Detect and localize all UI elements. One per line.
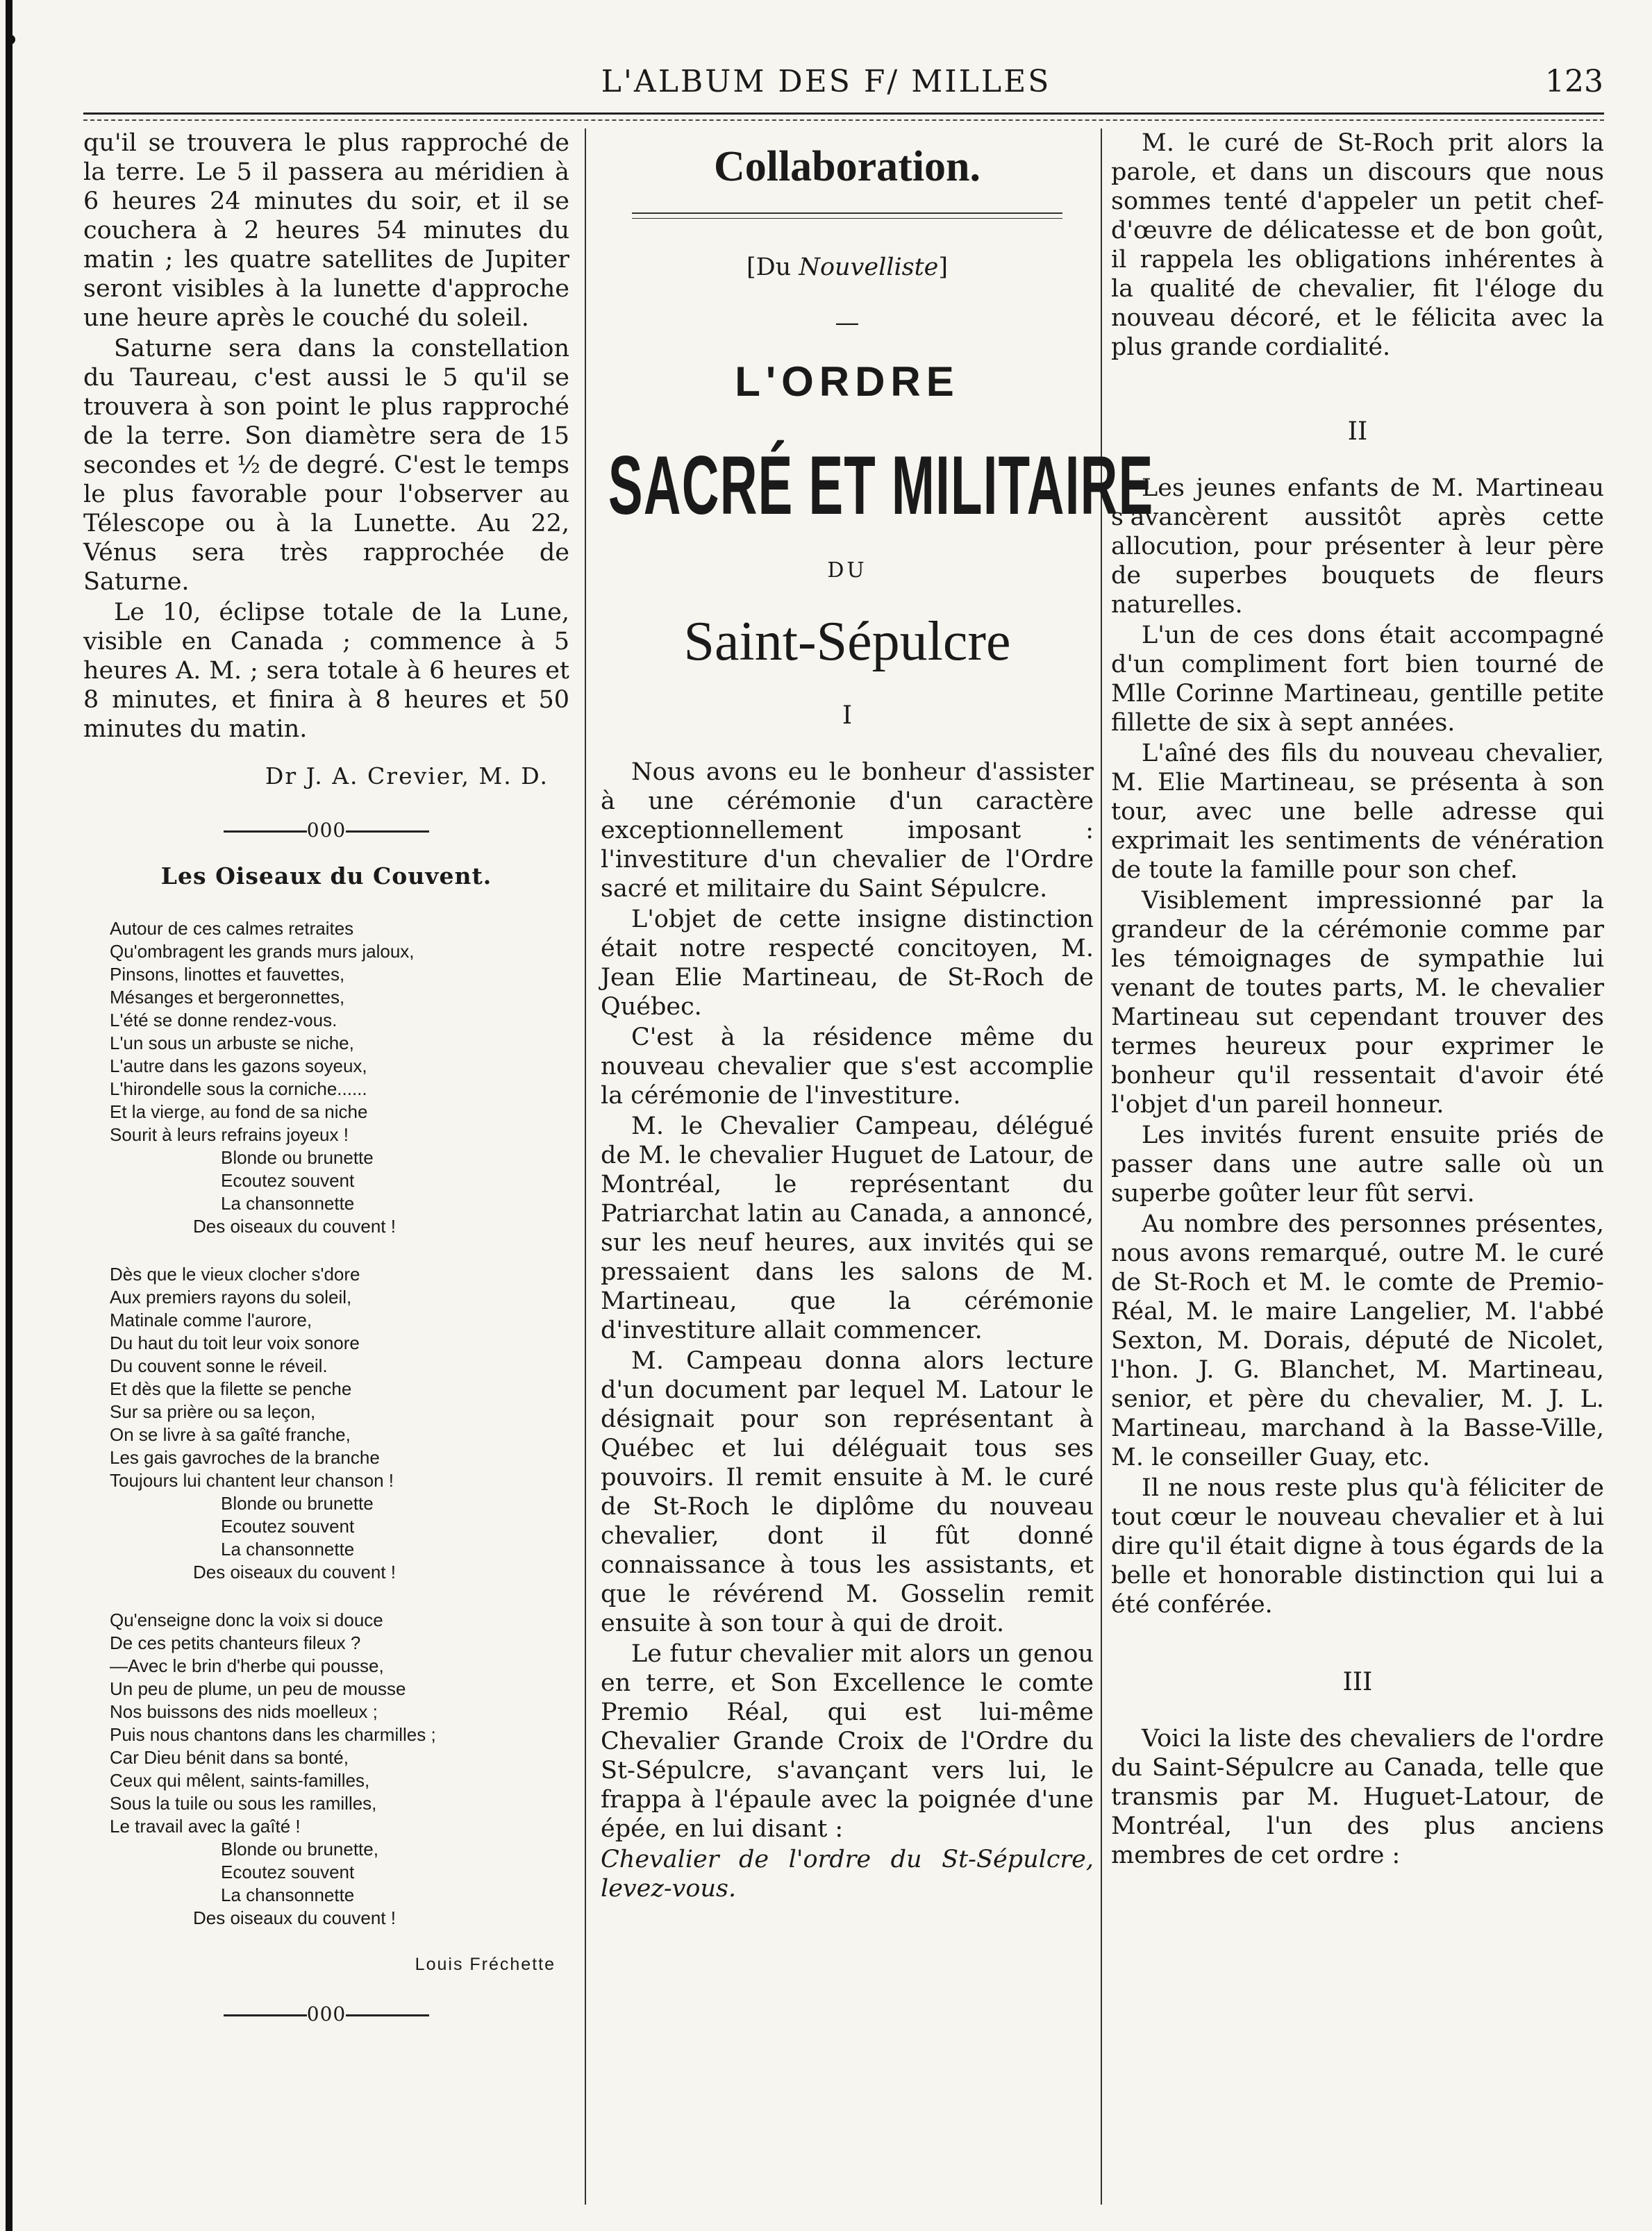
verse: Le travail avec la gaîté ! — [110, 1816, 301, 1837]
verse: Et la vierge, au fond de sa niche — [110, 1101, 368, 1122]
refrain-verse: Blonde ou brunette — [221, 1493, 374, 1514]
paragraph: Nous avons eu le bonheur d'assister à une cérémonie d'un caractère exceptionnellement imposant : l'investiture d'un chevalier de l'Ordre sacré et militaire du Saint Sépulcre. — [601, 758, 1094, 903]
section-divider: 000 — [83, 2003, 569, 2025]
verse: Car Dieu bénit dans sa bonté, — [110, 1747, 349, 1768]
verse: Du haut du toit leur voix sonore — [110, 1332, 360, 1353]
verse: Autour de ces calmes retraites — [110, 918, 354, 939]
verse: Sur sa prière ou sa leçon, — [110, 1401, 316, 1422]
paragraph: M. le curé de St-Roch prit alors la parole, et dans un discours que nous sommes tenté d'appeler un petit chef-d'œuvre de délicatesse et de bon goût, il rappela les obligations inhérentes à la qualité de chevalier, fit l'éloge du nouveau décoré, et le félicita avec la plus grande cordialité. — [1111, 129, 1604, 361]
poem-author: Louis Fréchette — [415, 1955, 556, 1974]
column-middle — [601, 128, 1154, 2205]
section-number: III — [1342, 1668, 1373, 1696]
refrain-verse: Ecoutez souvent — [221, 1516, 355, 1537]
column-left — [83, 128, 569, 2205]
article-title-line3: DU — [827, 558, 867, 583]
section-number: I — [842, 701, 853, 730]
article-title-line1: L'ORDRE — [735, 358, 960, 405]
column-divider — [585, 128, 586, 2205]
refrain-verse: La chansonnette — [221, 1539, 355, 1560]
paragraph: M. Campeau donna alors lecture d'un document par lequel M. Latour le désignait pour son représentant à Québec et lui déléguait tous ses pouvoirs. Il remit ensuite à M. le curé de St-Roch le diplôme du nouveau chevalier, dont il fût donné connaissance à tous les assistants, et que le révérend M. Gosselin remit ensuite à son tour à qui de droit. — [601, 1347, 1094, 1637]
verse: On se livre à sa gaîté franche, — [110, 1424, 351, 1445]
paragraph: L'un de ces dons était accompagné d'un compliment fort bien tourné de Mlle Corinne Martineau, gentille petite fillette de six à sept années. — [1111, 621, 1604, 737]
paragraph: Les jeunes enfants de M. Martineau s'avancèrent aussitôt après cette allocution, pour présenter à leur père de superbes bouquets de fleurs naturelles. — [1111, 474, 1604, 619]
author-signature: Dr J. A. Crevier, M. D. — [265, 762, 549, 789]
column-right — [1111, 128, 1604, 2205]
verse: —Avec le brin d'herbe qui pousse, — [110, 1655, 384, 1676]
paragraph: Il ne nous reste plus qu'à féliciter de tout cœur le nouveau chevalier et à lui dire qu'il était digne à tous égards de la belle et honorable distinction qui lui a été conférée. — [1111, 1474, 1604, 1619]
verse: Ceux qui mêlent, saints-familles, — [110, 1770, 370, 1791]
closing-phrase: Chevalier de l'ordre du St-Sépulcre, levez-vous. — [601, 1846, 1094, 1903]
verse: Aux premiers rayons du soleil, — [110, 1287, 352, 1307]
poem-stanza — [110, 917, 569, 1238]
verse: L'un sous un arbuste se niche, — [110, 1033, 354, 1053]
verse: De ces petits chanteurs fileux ? — [110, 1632, 361, 1653]
running-title: L'ALBUM DES F/ MILLES — [601, 64, 1051, 99]
paragraph: Les invités furent ensuite priés de passer dans une autre salle où un superbe goûter leur fût servi. — [1111, 1121, 1604, 1208]
page-edge-mark — [6, 35, 15, 44]
verse: Et dès que la filette se penche — [110, 1378, 352, 1399]
verse: L'autre dans les gazons soyeux, — [110, 1055, 367, 1076]
verse: Un peu de plume, un peu de mousse — [110, 1678, 406, 1699]
verse: Qu'ombragent les grands murs jaloux, — [110, 941, 415, 962]
section-divider: 000 — [83, 819, 569, 842]
refrain-verse: Blonde ou brunette, — [221, 1839, 378, 1860]
paragraph: Le futur chevalier mit alors un genou en terre, et Son Excellence le comte Premio Réal, qui est lui-même Chevalier Grande Croix de l'Ordre du St-Sépulcre, s'avançant vers lui, le frappa à l'épaule avec la poignée d'une épée, en lui disant : — [601, 1640, 1094, 1843]
paragraph: Saturne sera dans la constellation du Taureau, c'est aussi le 5 qu'il se trouvera à son point le plus rapproché de la terre. Son diamètre sera de 15 secondes et ½ de degré. C'est le temps le plus favorable pour l'observer au Télescope ou à la Lunette. Au 22, Vénus sera très rapprochée de Saturne. — [83, 335, 569, 596]
verse: L'été se donne rendez-vous. — [110, 1010, 337, 1030]
verse: Matinale comme l'aurore, — [110, 1310, 312, 1330]
refrain-verse: La chansonnette — [221, 1193, 355, 1214]
source-credit: [Du Nouvelliste] — [746, 253, 949, 281]
verse: Mésanges et bergeronnettes, — [110, 987, 345, 1008]
verse: Qu'enseigne donc la voix si douce — [110, 1610, 383, 1630]
refrain-verse: Des oiseaux du couvent ! — [193, 1907, 396, 1928]
article-title-line2: SACRÉ ET MILITAIRE — [608, 439, 1154, 532]
refrain-verse: Ecoutez souvent — [221, 1170, 355, 1191]
poem-stanza — [110, 1263, 569, 1584]
paragraph: Le 10, éclipse totale de la Lune, visible en Canada ; commence à 5 heures A. M. ; sera totale à 6 heures et 8 minutes, et finira à 8 heures et 50 minutes du matin. — [83, 599, 569, 743]
header-rule — [83, 112, 1604, 115]
paragraph: L'objet de cette insigne distinction était notre respecté concitoyen, M. Jean Elie Martineau, de St-Roch de Québec. — [601, 905, 1094, 1021]
verse: Puis nous chantons dans les charmilles ; — [110, 1724, 436, 1745]
paragraph: M. le Chevalier Campeau, délégué de M. le chevalier Huguet de Latour, de Montréal, le représentant du Patriarchat latin au Canada, a annoncé, sur les neuf heures, aux invités qui se pressaient dans les salons de M. Martineau, que la cérémonie d'investiture allait commencer. — [601, 1112, 1094, 1344]
section-number: II — [1347, 417, 1368, 446]
verse: Nos buissons des nids moelleux ; — [110, 1701, 378, 1722]
paragraph: C'est à la résidence même du nouveau chevalier que s'est accomplie la cérémonie de l'investiture. — [601, 1023, 1094, 1110]
refrain-verse: Des oiseaux du couvent ! — [193, 1216, 396, 1237]
refrain-verse: La chansonnette — [221, 1885, 355, 1905]
verse: Dès que le vieux clocher s'dore — [110, 1264, 360, 1285]
paragraph: Voici la liste des chevaliers de l'ordre du Saint-Sépulcre au Canada, telle que transmis par M. Huguet-Latour, de Montréal, l'un des plus anciens membres de cet ordre : — [1111, 1725, 1604, 1869]
paragraph: qu'il se trouvera le plus rapproché de la terre. Le 5 il passera au méridien à 6 heures 24 minutes du soir, et il se couchera à 2 heures 54 minutes du matin ; les quatre satellites de Jupiter seront visibles à la lunette d'approche une heure après le couché du soleil. — [83, 129, 569, 332]
verse: Sous la tuile ou sous les ramilles, — [110, 1793, 377, 1814]
poem-title: Les Oiseaux du Couvent. — [160, 862, 492, 889]
section-heading: Collaboration. — [713, 143, 981, 190]
dash-separator: — — [835, 309, 860, 337]
verse: L'hirondelle sous la corniche...... — [110, 1078, 367, 1099]
page-number: 123 — [1545, 64, 1603, 99]
paragraph: Au nombre des personnes présentes, nous avons remarqué, outre M. le curé de St-Roch et M. le comte de Premio-Réal, M. le maire Langelier, M. l'abbé Sexton, M. Dorais, député de Nicolet, l'hon. J. G. Blanchet, M. Martineau, senior, et père du chevalier, M. J. L. Martineau, marchand à la Basse-Ville, M. le conseiller Guay, etc. — [1111, 1210, 1604, 1471]
refrain-verse: Des oiseaux du couvent ! — [193, 1562, 396, 1582]
verse: Pinsons, linottes et fauvettes, — [110, 964, 345, 985]
article-title-line4: Saint-Sépulcre — [683, 611, 1011, 672]
verse: Sourit à leurs refrains joyeux ! — [110, 1124, 349, 1145]
paragraph: L'aîné des fils du nouveau chevalier, M. Elie Martineau, se présenta à son tour, avec une belle adresse qui exprimait les sentiments de vénération de toute la famille pour son chef. — [1111, 740, 1604, 884]
header-rule-dashed — [83, 119, 1604, 121]
refrain-verse: Blonde ou brunette — [221, 1147, 374, 1168]
verse: Toujours lui chantent leur chanson ! — [110, 1470, 394, 1491]
refrain-verse: Ecoutez souvent — [221, 1862, 355, 1882]
poem-stanza — [110, 1609, 569, 1930]
verse: Du couvent sonne le réveil. — [110, 1355, 328, 1376]
heading-rule — [632, 212, 1062, 219]
page-edge-shadow — [6, 0, 12, 2231]
verse: Les gais gavroches de la branche — [110, 1447, 380, 1468]
paragraph: Visiblement impressionné par la grandeur de la cérémonie comme par les témoignages de sympathie lui venant de toutes parts, M. le chevalier Martineau sut cependant trouver des termes heureux pour exprimer le bonheur qu'il ressentait d'avoir été l'objet d'un pareil honneur. — [1111, 887, 1604, 1119]
